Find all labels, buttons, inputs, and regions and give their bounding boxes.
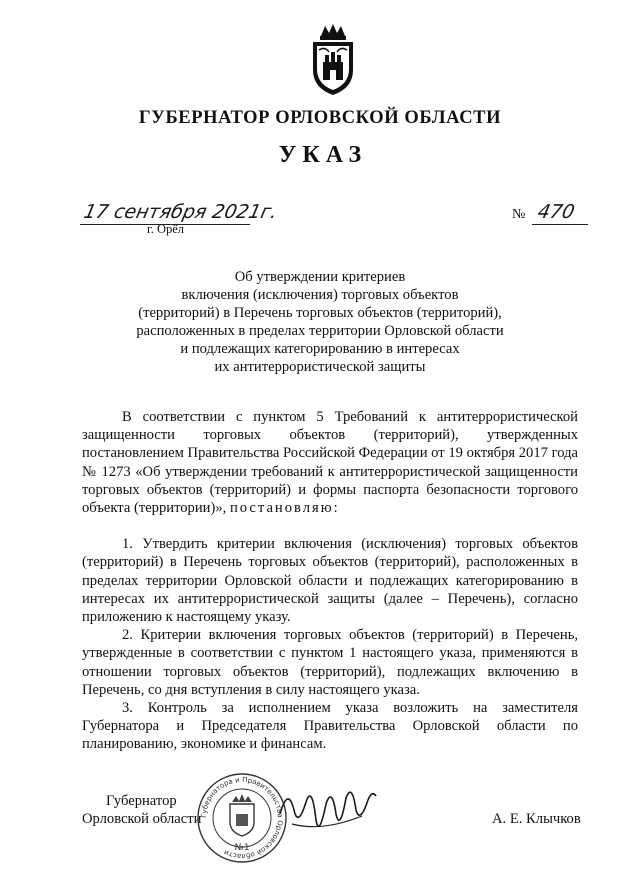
decree-number: 470	[535, 201, 577, 223]
decree-title	[120, 268, 520, 376]
title-line: и подлежащих категорированию в интересах	[180, 341, 460, 357]
title-line: (территорий) в Перечень торговых объектов (территорий),	[138, 305, 502, 321]
signer-role-line1: Губернатор	[106, 793, 177, 809]
item-2-paragraph: 2. Критерии включения торговых объектов (территорий) в Перечень, утвержденные в соответствии с пунктом 1 настоящего указа, применяются в отношении торговых объектов (территорий), подлежащих включению в Перечень, со дня вступления в силу настоящего указа.	[82, 627, 578, 698]
preamble-paragraph	[82, 408, 578, 517]
signer-name: А. Е. Клычков	[492, 811, 581, 827]
seal-ring-text: Губернатора и Правительства Орловской области	[199, 775, 285, 861]
handwritten-signature-icon	[272, 780, 382, 842]
title-line: расположенных в пределах территории Орловской области	[136, 323, 504, 339]
decree-word: постановляю:	[229, 500, 340, 517]
document-type: УКАЗ	[278, 142, 368, 168]
preamble-text: В соответствии с пунктом 5 Требований к антитеррористической защищенности торговых объектов (территорий), утвержденных постановлением Правительства Российской Федерации от 19 октября 2017 года № 1273 «Об утверждении требований к антитеррористической защищенности торговых объектов (территорий) и формы паспорта безопасности торгового объекта (территории)»,	[82, 409, 578, 517]
decree-body	[82, 408, 578, 754]
title-line: включения (исключения) торговых объектов	[181, 287, 459, 303]
number-underline	[532, 224, 588, 225]
title-line: Об утверждении критериев	[234, 269, 406, 285]
decree-city: г. Орёл	[147, 222, 185, 236]
decree-date: 17 сентября 2021г.	[81, 201, 280, 223]
signer-role-line2: Орловской области	[82, 811, 202, 827]
seal-number: №1	[234, 843, 250, 853]
issuing-authority: ГУБЕРНАТОР ОРЛОВСКОЙ ОБЛАСТИ	[138, 108, 502, 128]
decree-number-label: №	[512, 207, 526, 222]
title-line: их антитеррористической защиты	[214, 359, 426, 375]
orel-region-coat-of-arms-icon	[303, 22, 363, 97]
item-1-paragraph: 1. Утвердить критерии включения (исключения) торговых объектов (территорий) в Перечень торговых объектов (территорий), расположенных в пределах территории Орловской области и подлежащих категорированию в интересах их антитеррористической защиты (далее – Перечень), согласно приложению к настоящему указу.	[82, 536, 578, 626]
item-3-paragraph: 3. Контроль за исполнением указа возложить на заместителя Губернатора и Председателя Правительства Орловской области по планированию, экономике и финансам.	[82, 700, 578, 753]
